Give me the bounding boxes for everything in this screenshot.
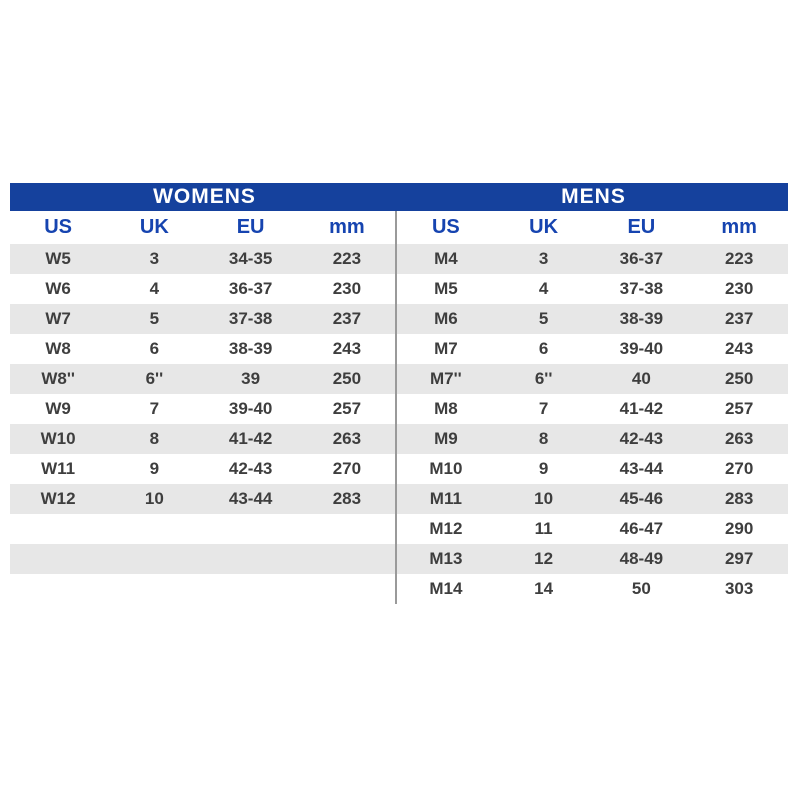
table-cell: 223: [332, 249, 362, 268]
column-header: mm: [329, 216, 365, 238]
table-cell: M8: [434, 399, 458, 418]
table-cell: 243: [332, 339, 362, 358]
table-cell: W5: [45, 249, 71, 268]
column-header: UK: [139, 216, 169, 238]
table-body: [10, 211, 788, 604]
table-cell: 6: [149, 339, 160, 358]
column-header: mm: [721, 216, 757, 238]
table-cell: M7: [434, 339, 458, 358]
table-cell: 10: [144, 489, 164, 508]
table-cell: 5: [538, 309, 549, 328]
table-cell: 3: [538, 249, 549, 268]
table-cell: 237: [332, 309, 362, 328]
table-cell: 48-49: [619, 549, 664, 568]
table-row: [397, 364, 788, 394]
table-cell: M10: [429, 459, 463, 478]
table-cell: 8: [538, 429, 549, 448]
table-cell: W12: [40, 489, 76, 508]
table-cell: W11: [41, 459, 76, 478]
table-cell: M6: [434, 309, 458, 328]
table-row: [397, 454, 788, 484]
table-cell: W6: [45, 279, 71, 298]
table-row: [397, 424, 788, 454]
table-cell: M7'': [430, 369, 462, 388]
table-cell: M14: [429, 579, 463, 598]
womens-section-title: WOMENS: [153, 185, 256, 208]
table-cell: W9: [45, 399, 71, 418]
table-row: [10, 274, 395, 304]
table-cell: 303: [724, 579, 754, 598]
table-cell: W8'': [41, 369, 75, 388]
table-row: [397, 484, 788, 514]
table-cell: 7: [149, 399, 160, 418]
size-chart: [10, 183, 788, 604]
table-row: [397, 544, 788, 574]
table-cell: M4: [434, 249, 458, 268]
table-cell: 39-40: [228, 399, 273, 418]
table-cell: 42-43: [619, 429, 664, 448]
table-cell: 243: [724, 339, 754, 358]
empty-row: [10, 544, 395, 574]
table-cell: 230: [724, 279, 754, 298]
table-cell: 38-39: [228, 339, 273, 358]
table-header-bar: [10, 183, 788, 211]
table-cell: 283: [332, 489, 362, 508]
table-cell: [106, 514, 202, 544]
table-cell: W8: [45, 339, 71, 358]
table-cell: 6'': [145, 369, 164, 388]
table-cell: 6: [538, 339, 549, 358]
table-cell: 43-44: [619, 459, 664, 478]
table-row: [10, 484, 395, 514]
table-cell: 263: [332, 429, 362, 448]
table-cell: 42-43: [228, 459, 273, 478]
column-header: US: [431, 216, 460, 238]
table-cell: M11: [429, 489, 462, 508]
table-row: [10, 334, 395, 364]
table-cell: M13: [429, 549, 463, 568]
table-cell: 39: [241, 369, 261, 388]
table-cell: 37-38: [619, 279, 664, 298]
table-cell: 45-46: [619, 489, 664, 508]
table-cell: [106, 544, 202, 574]
column-header: US: [44, 216, 73, 238]
table-cell: 223: [724, 249, 754, 268]
table-cell: [299, 514, 395, 544]
table-cell: [203, 544, 299, 574]
column-header-row: [397, 211, 788, 244]
table-cell: 9: [149, 459, 160, 478]
table-cell: 36-37: [228, 279, 273, 298]
table-cell: 8: [149, 429, 160, 448]
table-cell: 40: [631, 369, 651, 388]
table-cell: 283: [724, 489, 754, 508]
table-cell: 230: [332, 279, 362, 298]
table-cell: 270: [332, 459, 362, 478]
table-cell: 4: [149, 279, 160, 298]
column-header: EU: [236, 216, 265, 238]
table-cell: 250: [332, 369, 362, 388]
table-cell: 290: [724, 519, 754, 538]
table-cell: 39-40: [619, 339, 664, 358]
table-cell: [299, 544, 395, 574]
column-header: EU: [627, 216, 656, 238]
mens-table: [397, 211, 788, 604]
table-cell: M5: [434, 279, 458, 298]
table-row: [397, 514, 788, 544]
table-row: [397, 334, 788, 364]
table-cell: 5: [149, 309, 160, 328]
table-cell: 50: [631, 579, 651, 598]
table-cell: 12: [534, 549, 554, 568]
table-cell: 10: [534, 489, 554, 508]
table-cell: 250: [724, 369, 754, 388]
table-cell: 257: [724, 399, 754, 418]
table-row: [397, 244, 788, 274]
table-row: [10, 424, 395, 454]
table-cell: W10: [40, 429, 76, 448]
table-cell: 3: [149, 249, 160, 268]
table-cell: 34-35: [228, 249, 273, 268]
table-cell: 14: [534, 579, 554, 598]
table-cell: 36-37: [619, 249, 664, 268]
table-row: [10, 394, 395, 424]
table-cell: 297: [724, 549, 754, 568]
table-row: [10, 364, 395, 394]
table-row: [10, 304, 395, 334]
table-row: [10, 454, 395, 484]
column-header-row: [10, 211, 395, 244]
table-cell: 38-39: [619, 309, 664, 328]
table-cell: [203, 514, 299, 544]
table-cell: [10, 514, 106, 544]
table-row: [397, 574, 788, 604]
table-row: [397, 274, 788, 304]
table-cell: M12: [429, 519, 463, 538]
table-cell: 46-47: [619, 519, 664, 538]
table-row: [397, 304, 788, 334]
table-cell: 43-44: [228, 489, 273, 508]
table-cell: [10, 544, 106, 574]
table-row: [10, 244, 395, 274]
womens-table: [10, 211, 395, 604]
mens-section-title: MENS: [561, 185, 626, 208]
table-cell: 11: [534, 519, 553, 538]
table-cell: 41-42: [228, 429, 273, 448]
table-cell: 257: [332, 399, 362, 418]
table-cell: 270: [724, 459, 754, 478]
table-cell: 41-42: [619, 399, 664, 418]
table-cell: 37-38: [228, 309, 273, 328]
table-cell: 263: [724, 429, 754, 448]
table-cell: 4: [538, 279, 549, 298]
column-header: UK: [529, 216, 559, 238]
empty-row: [10, 514, 395, 544]
table-cell: 6'': [534, 369, 553, 388]
table-cell: 9: [538, 459, 549, 478]
table-cell: W7: [45, 309, 71, 328]
table-cell: 237: [724, 309, 754, 328]
table-cell: 7: [538, 399, 549, 418]
table-row: [397, 394, 788, 424]
table-cell: M9: [434, 429, 458, 448]
